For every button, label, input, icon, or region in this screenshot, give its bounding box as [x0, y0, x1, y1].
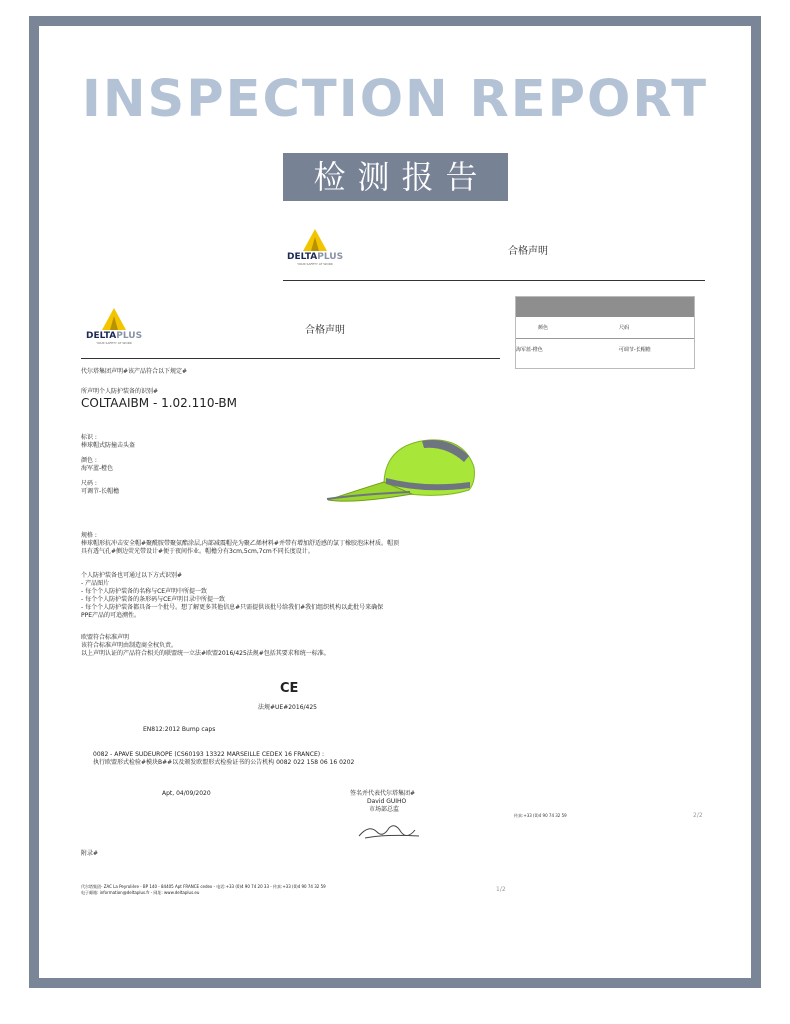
page-1-heading: 合格声明 — [305, 325, 345, 336]
appendix-label: 附录# — [81, 850, 99, 857]
table-header-color: 颜色 — [538, 325, 549, 331]
delta-triangle-icon — [102, 308, 126, 330]
table-header-row — [516, 317, 694, 339]
fax-number: 传真:+33 (0)4 90 74 32 59 — [514, 813, 567, 818]
ce-mark: CE — [280, 681, 299, 696]
header-divider — [283, 280, 705, 281]
notified-body-line-2: 执行欧盟形式检验#模块B##以及颁发欧盟形式检验证书的公告机构 0082 022 158 06 16 0202 — [93, 759, 355, 766]
report-subtitle-banner: 检测报告 — [283, 153, 508, 201]
signer-title: 市场部总监 — [369, 806, 400, 813]
list-item: - 产品图片 — [81, 580, 110, 587]
declaration-text: 代尔塔集团声明#该产品符合以下规定# — [81, 368, 188, 375]
signer-name: David GUIHO — [367, 798, 407, 805]
size-value: 可调节-长帽檐 — [81, 488, 120, 495]
bump-cap-image — [324, 432, 494, 507]
page-number: 1/2 — [496, 886, 506, 893]
spec-label: 规格 : — [81, 532, 97, 539]
table-header-size: 尺码 — [619, 325, 630, 331]
handwritten-signature — [355, 818, 425, 844]
eu-declaration-title: 欧盟符合标准声明 — [81, 634, 130, 641]
place-date: Apt, 04/09/2020 — [162, 790, 211, 797]
logo-tagline: YOUR SAFETY AT WORK — [96, 341, 132, 345]
ppe-identification-label: 所声明个人防护装备的识别# — [81, 388, 159, 395]
model-number: COLTAAIBM - 1.02.110-BM — [81, 396, 238, 410]
size-label: 尺码 : — [81, 480, 97, 487]
signed-by-label: 签名并代表代尔塔集团# — [350, 790, 416, 797]
report-title: INSPECTION REPORT — [81, 70, 709, 129]
list-item: - 每个个人防护装备的条形码与CE声明目录中所提一致 — [81, 596, 226, 603]
spec-line-2: 具有透气孔#侧边荧光带设计#便于夜间作业。帽檐分有3cm,5cm,7cm不同长度设计。 — [81, 548, 314, 555]
spec-line-1: 棒球帽形抗冲击安全帽#聚酰胺带聚氨酯涂层,内部减震帽壳为聚乙烯材料#并带有增加舒适感的氯丁橡胶泡沫材质。帽顶 — [81, 540, 399, 547]
table-row — [516, 339, 694, 359]
regulation-text: 法规#UE#2016/425 — [258, 704, 317, 711]
eu-declaration-line-2: 以上声明认证的产品符合相关的联盟统一立法#欧盟2016/425法规#包括其要求和统一标准。 — [81, 650, 330, 657]
list-item: - 每个个人防护装备都具备一个批号。想了解更多其他信息#只需提供该批号给我们#我们组织机构以此批号来确保 — [81, 604, 384, 611]
list-item: - 每个个人防护装备的名称与CE声明中所提一致 — [81, 588, 208, 595]
table-cell-size: 可调节-长帽檐 — [618, 346, 651, 353]
deltaplus-logo — [86, 308, 142, 345]
certificate-page-1 — [72, 294, 507, 904]
logo-wordmark: DELTAPLUS — [287, 252, 344, 262]
table-cell-color: 海军蓝-橙色 — [516, 346, 543, 353]
logo-wordmark: DELTAPLUS — [86, 331, 143, 341]
mark-label: 标识 : — [81, 434, 97, 441]
mark-value: 棒球帽式防撞击头盔 — [81, 442, 136, 449]
company-footer-line-1: 代尔塔集团- ZAC La Peyrolière - BP 140 - 84405 Apt FRANCE cedex - 电话:+33 (0)4 90 74 20 33 - 传真:+33 (0)4 90 74 32 59 — [81, 884, 326, 889]
eu-declaration-line-1: 该符合标准声明由制造商全权负责。 — [81, 642, 178, 649]
standard-text: EN812:2012 Bump caps — [143, 726, 216, 733]
color-value: 海军蓝-橙色 — [81, 465, 114, 472]
table-header-bar — [516, 297, 694, 317]
list-item: PPE产品的可追溯性。 — [81, 612, 141, 619]
notified-body-line-1: 0082 - APAVE SUDEUROPE (CS60193 13322 MARSEILLE CEDEX 16 FRANCE) : — [93, 751, 325, 758]
logo-tagline: YOUR SAFETY AT WORK — [297, 262, 333, 266]
delta-triangle-icon — [303, 229, 327, 251]
color-label: 颜色 : — [81, 457, 97, 464]
header-divider — [81, 358, 500, 359]
color-size-table — [515, 296, 695, 369]
page-number: 2/2 — [693, 812, 703, 819]
company-footer-line-2: 电子邮箱: information@deltaplus.fr - 网址: www.deltaplus.eu — [81, 890, 200, 895]
deltaplus-logo — [287, 229, 343, 266]
page-2-heading: 合格声明 — [508, 246, 548, 257]
identify-title: 个人防护装备也可通过以下方式识别# — [81, 572, 183, 579]
